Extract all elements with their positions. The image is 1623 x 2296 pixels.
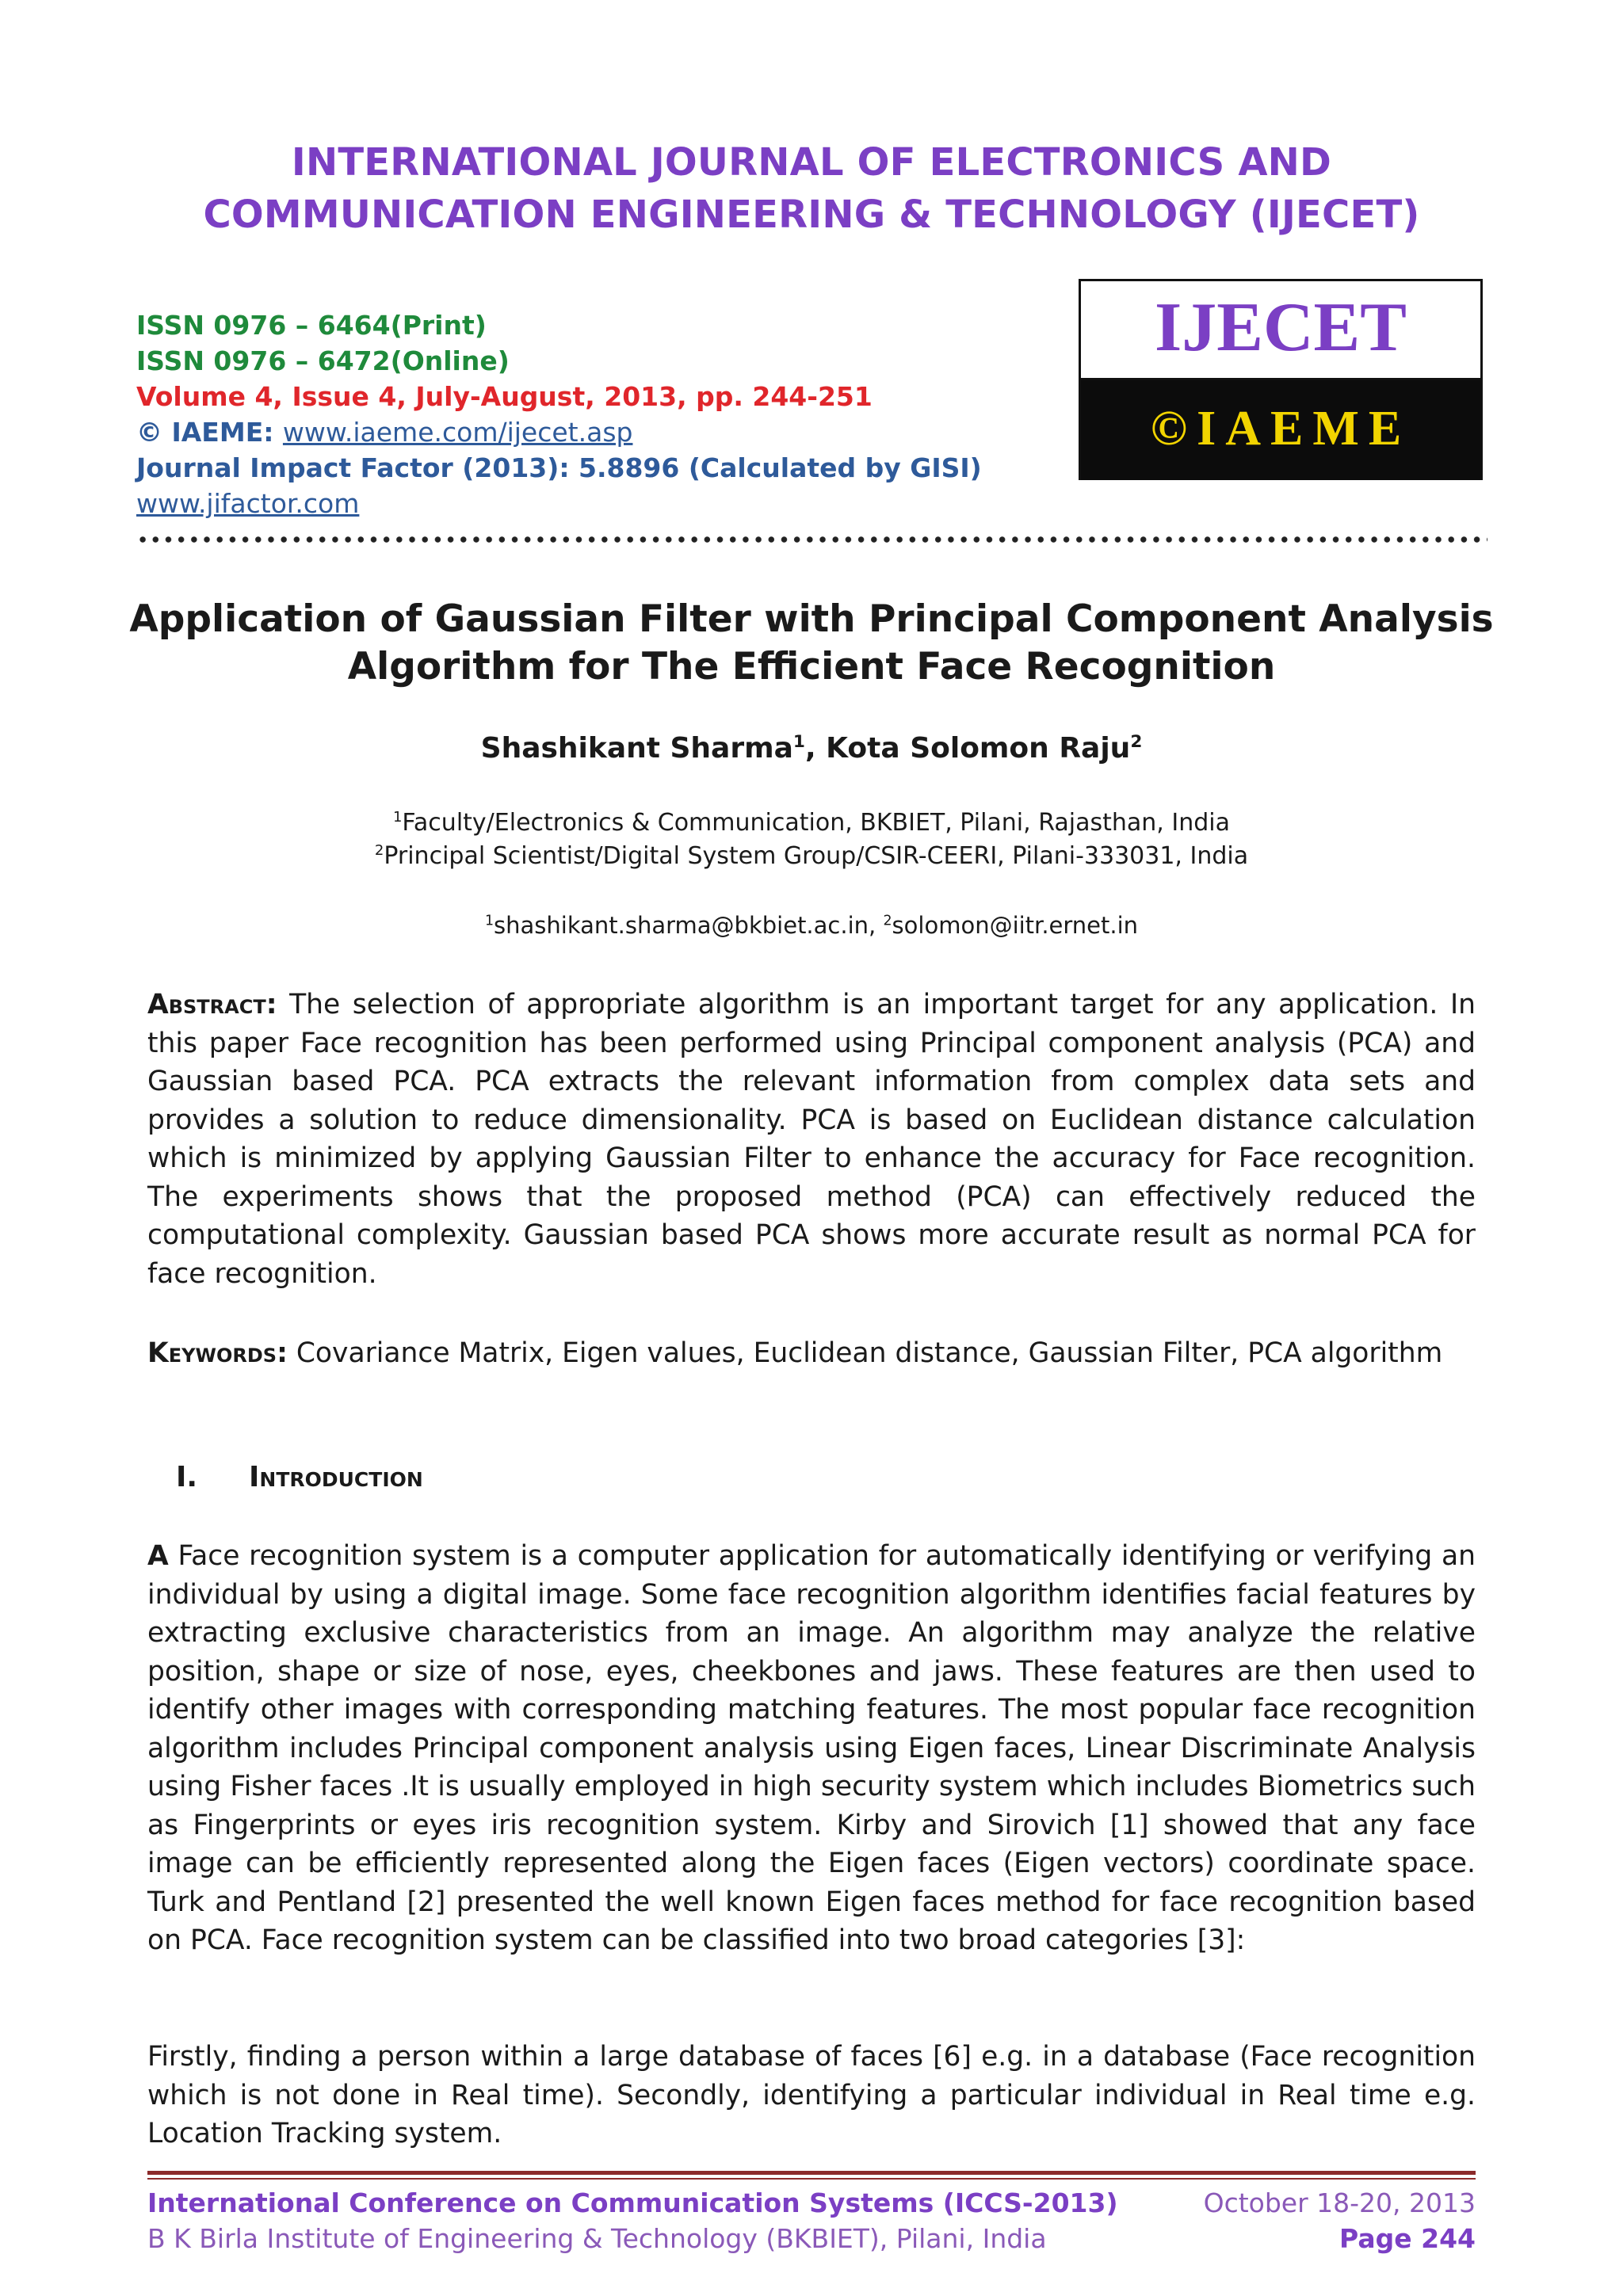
paragraph-1-text: Face recognition system is a computer application for automatically identifying or verifying an individual by using a digital image. Some face recognition algorithm identifies facial features by extracting exclusive characteristics from an image. An algorithm may analyze the relative position, shape or size of nose, eyes, cheekbones and jaws. These features are then used to identify other images with corresponding matching features. The most popular face recognition algorithm includes Principal component analysis using Eigen faces, Linear Discriminate Analysis using Fisher faces .It is usually employed in high security system which includes Biometrics such as Fingerprints or eyes iris recognition system. Kirby and Sirovich [1] showed that any face image can be efficiently represented along the Eigen faces (Eigen vectors) coordinate space. Turk and Pentland [2] presented the well known Eigen faces method for face recognition based on PCA. Face recognition system can be classified into two broad categories [3]: — [147, 1540, 1476, 1956]
keywords-label: Keywords: — [147, 1337, 288, 1369]
author-emails — [0, 910, 1623, 941]
affiliation-1-sup: 1 — [392, 809, 403, 826]
footer-left — [147, 2185, 1118, 2256]
footer-date: October 18-20, 2013 — [1203, 2187, 1476, 2218]
journal-title-line-1: INTERNATIONAL JOURNAL OF ELECTRONICS AND — [291, 140, 1332, 185]
journal-metadata — [136, 307, 982, 521]
footer-conference: International Conference on Communication Systems (ICCS-2013) — [147, 2187, 1118, 2218]
keywords-text: Covariance Matrix, Eigen values, Euclidean distance, Gaussian Filter, PCA algorithm — [296, 1337, 1443, 1369]
jifactor-link[interactable]: www.jifactor.com — [136, 488, 360, 519]
introduction-paragraph-1 — [147, 1537, 1476, 1960]
paragraph-lead-letter: A — [147, 1540, 169, 1572]
volume-issue: Volume 4, Issue 4, July-August, 2013, pp. 244-251 — [136, 381, 873, 412]
footer-rule-thin — [147, 2178, 1476, 2180]
journal-title-line-2: COMMUNICATION ENGINEERING & TECHNOLOGY (IJECET) — [203, 193, 1420, 237]
affiliation-2 — [0, 840, 1623, 873]
email-1-sup: 1 — [484, 913, 495, 929]
affiliation-2-sup: 2 — [374, 842, 384, 859]
author-1: Shashikant Sharma — [480, 732, 793, 765]
affiliation-1 — [0, 807, 1623, 840]
journal-logo — [1079, 279, 1483, 480]
logo-ijecet-text: IJECET — [1081, 281, 1480, 380]
section-title: Introduction — [249, 1461, 423, 1493]
iaeme-link[interactable]: www.iaeme.com/ijecet.asp — [282, 417, 633, 448]
abstract — [147, 986, 1476, 1293]
issn-online: ISSN 0976 – 6472(Online) — [136, 345, 510, 376]
introduction-paragraph-2: Firstly, finding a person within a large database of faces [6] e.g. in a database (Face recognition which is not done in Real time). Secondly, identifying a particular individual in Real time e.g. Location Tracking system. — [147, 2041, 1476, 2149]
keywords — [147, 1334, 1476, 1373]
introduction-heading — [176, 1458, 423, 1497]
email-2-sup: 2 — [883, 913, 892, 929]
iaeme-label: © IAEME: — [136, 417, 283, 448]
issn-print: ISSN 0976 – 6464(Print) — [136, 310, 487, 341]
paper-title — [0, 596, 1623, 691]
logo-iaeme-text: ©IAEME — [1081, 380, 1480, 480]
authors — [0, 729, 1623, 769]
footer-right — [1157, 2185, 1476, 2256]
page-number: Page 244 — [1339, 2223, 1476, 2254]
dotted-divider — [136, 536, 1487, 543]
footer-institute: B K Birla Institute of Engineering & Technology (BKBIET), Pilani, India — [147, 2223, 1047, 2254]
impact-factor: Journal Impact Factor (2013): 5.8896 (Calculated by GISI) — [136, 452, 982, 483]
journal-title — [0, 136, 1623, 241]
author-1-sup: 1 — [792, 732, 805, 752]
paper-title-line-2: Algorithm for The Efficient Face Recognition — [347, 645, 1276, 688]
email-1: shashikant.sharma@bkbiet.ac.in, — [494, 912, 884, 939]
iaeme-line — [136, 414, 982, 450]
abstract-label: Abstract: — [147, 989, 277, 1020]
paper-title-line-1: Application of Gaussian Filter with Principal Component Analysis — [129, 597, 1494, 641]
affiliation-2-text: Principal Scientist/Digital System Group/CSIR-CEERI, Pilani-333031, India — [384, 842, 1249, 870]
section-number: I. — [176, 1461, 198, 1493]
email-2: solomon@iitr.ernet.in — [892, 912, 1139, 939]
affiliations — [0, 807, 1623, 873]
author-2: Kota Solomon Raju — [826, 732, 1131, 765]
footer-rule-thick — [147, 2171, 1476, 2175]
author-separator: , — [804, 732, 827, 765]
affiliation-1-text: Faculty/Electronics & Communication, BKBIET, Pilani, Rajasthan, India — [402, 809, 1231, 837]
abstract-text: The selection of appropriate algorithm is an important target for any application. In this paper Face recognition has been performed using Principal component analysis (PCA) and Gaussian based PCA. PCA extracts the relevant information from complex data sets and provides a solution to reduce dimensionality. PCA is based on Euclidean distance calculation which is minimized by applying Gaussian Filter to enhance the accuracy for Face recognition. The experiments shows that the proposed method (PCA) can effectively reduced the computational complexity. Gaussian based PCA shows more accurate result as normal PCA for face recognition. — [147, 989, 1476, 1290]
author-2-sup: 2 — [1130, 732, 1143, 752]
